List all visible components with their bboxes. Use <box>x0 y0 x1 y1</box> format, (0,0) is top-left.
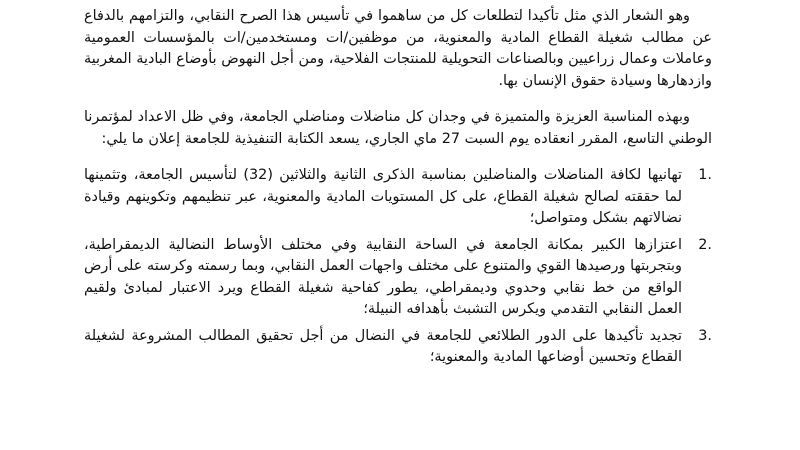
list-item-number: 3. <box>698 327 712 344</box>
paragraph-announcement: وبهذه المناسبة العزيزة والمتميزة في وجدان كل مناضلات ومناضلي الجامعة، وفي ظل الاعداد لمؤتمرنا الوطني التاسع، المقرر انعقاده يوم السبت 27 ماي الجاري، يسعد الكتابة التنفيذية للجامعة إعلان ما يلي: <box>84 109 712 147</box>
list-item-text: اعتزازها الكبير بمكانة الجامعة في الساحة النقابية وفي مختلف الأوساط النضالية الديمقراطية، وبتجربتها ورصيدها القوي والمتنوع على مختلف واجهات العمل النقابي، وبما رسمته وكرسته على أرض الواقع من خط نقابي وحدوي وديمقراطي، يطور كفاحية شغيلة القطاع ويرد الاعتبار لمبادئ ولقيم العمل النقابي التقدمي ويكرس التشبث بأهدافه النبيلة؛ <box>84 236 682 317</box>
document-body <box>84 6 712 374</box>
list-item-number: 2. <box>698 236 712 253</box>
paragraph-intro: وهو الشعار الذي مثل تأكيدا لتطلعات كل من ساهموا في تأسيس هذا الصرح النقابي، والتزامهم بالدفاع عن مطالب شغيلة القطاع المادية والمعنوية، من موظفين/ات ومستخدمين/ات بالمؤسسات العمومية وعاملات وعمال زراعيين وبالصناعات التحويلية للمنتجات الفلاحية، ومن أجل النهوض بأوضاع البادية المغربية وازدهارها وسيادة حقوق الإنسان بها. <box>84 8 712 89</box>
numbered-list <box>84 165 712 369</box>
list-item-text: تجديد تأكيدها على الدور الطلائعي للجامعة في النضال من أجل تحقيق المطالب المشروعة لشغيلة القطاع وتحسين أوضاعها المادية والمعنوية؛ <box>84 327 682 365</box>
list-item <box>84 326 712 369</box>
list-item <box>84 165 712 230</box>
list-item-number: 1. <box>698 167 712 183</box>
list-item <box>84 235 712 321</box>
list-item-text: تهانيها لكافة المناضلات والمناضلين بمناسبة الذكرى الثانية والثلاثين (32) لتأسيس الجامعة، وتثمينها لما حققته لصالح شغيلة القطاع، على كل المستويات المادية والمعنوية، عبر تنظيمهم وتكوينهم وقيادة نضالاتهم بشكل ومتواصل؛ <box>84 167 682 226</box>
